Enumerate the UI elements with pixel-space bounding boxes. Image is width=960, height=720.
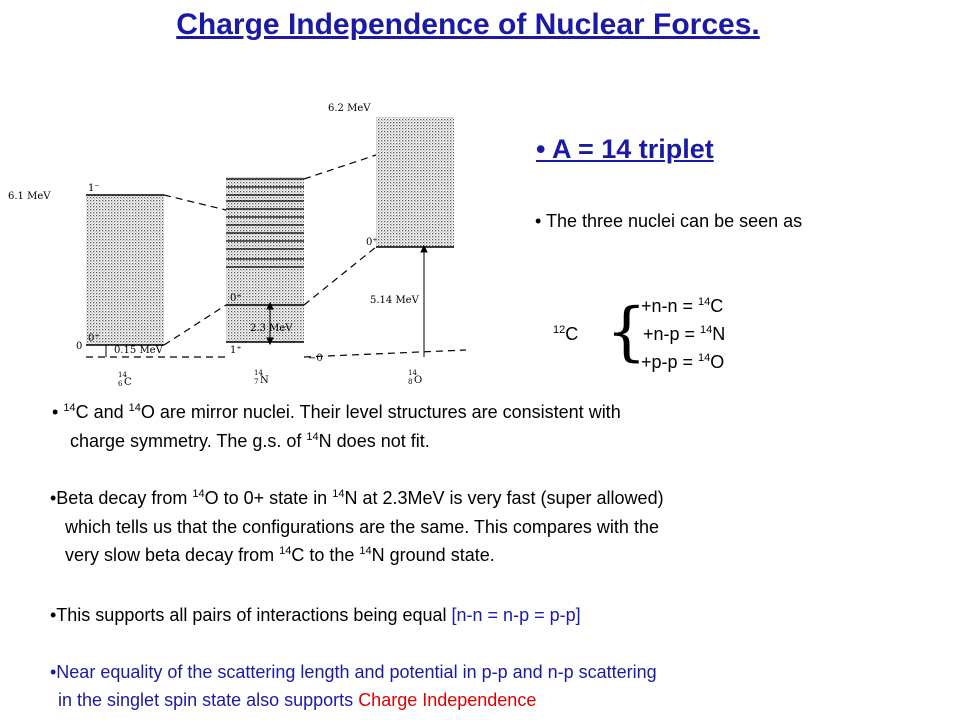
triplet-line-np: +n-p = $^{14}$N [643,324,726,344]
brace-icon: { [606,295,647,369]
n14-excitation: 2.3 MeV [250,323,293,334]
o14-decay: 5.14 MeV [370,295,419,306]
c14-spin0: 0⁺ [88,333,100,344]
o14-continuum [376,117,454,247]
triplet-line-pp: +p-p = $^{14}$O [641,352,725,372]
bullet-beta-line2: which tells us that the configurations are the same. This compares with the [65,517,659,537]
c14-element: C [124,377,132,388]
c14-zero: 0 [76,341,83,352]
triplet-heading: • A = 14 triplet [536,134,714,164]
core-mass: 12 [553,324,566,336]
c14-spin1: 1⁻ [88,183,100,194]
n14-z: 7 [254,378,259,386]
charge-independence-highlight: Charge Independence [358,690,537,710]
page-title: Charge Independence of Nuclear Forces. [176,8,760,41]
intro-text: • The three nuclei can be seen as [535,211,803,231]
bullet-scattering-line2: in the singlet spin state also supports Charge Independence [58,690,537,710]
n14-spin-excited: 0⁺ [230,293,242,304]
o14-spin0: 0⁺ [366,237,378,248]
c14-gs-offset: 0.15 MeV [114,345,163,356]
bullet-beta-line3: very slow beta decay from $^{14}$C to the $^{14}$N ground state. [65,545,495,565]
bullet-scattering-line1: •Near equality of the scattering length and potential in p-p and n-p scattering [50,662,657,682]
c14-level-label: 6.1 MeV [8,191,51,202]
n14-spin0: 1⁺ [230,345,242,356]
bullet-mirror-line1: • $^{14}$C and $^{14}$O are mirror nuclei. Their level structures are consistent with [52,402,621,422]
c14-mass: 14 [118,371,127,379]
c14-z: 6 [118,380,123,388]
o14-mass: 14 [408,369,417,377]
o14-top-label: 6.2 MeV [328,103,371,114]
bullet-mirror-line2: charge symmetry. The g.s. of $^{14}$N does not fit. [70,431,430,451]
core-element: C [565,324,579,344]
n14-zero: −0 [308,353,323,364]
energy-level-diagram [0,95,480,395]
o14-z: 8 [408,378,413,386]
bullet-pairs: •This supports all pairs of interactions being equal [n-n = n-p = p-p] [50,605,581,625]
triplet-core [553,322,578,346]
n14-mass: 14 [254,369,263,377]
c14-continuum [86,195,164,345]
n14-element: N [260,375,269,386]
pairs-equation: [n-n = n-p = p-p] [451,605,581,625]
bullet-beta-line1: •Beta decay from $^{14}$O to 0+ state in $^{14}$N at 2.3MeV is very fast (super allowed) [50,488,664,508]
triplet-line-nn: +n-n = $^{14}$C [641,296,724,316]
o14-element: O [414,375,423,386]
